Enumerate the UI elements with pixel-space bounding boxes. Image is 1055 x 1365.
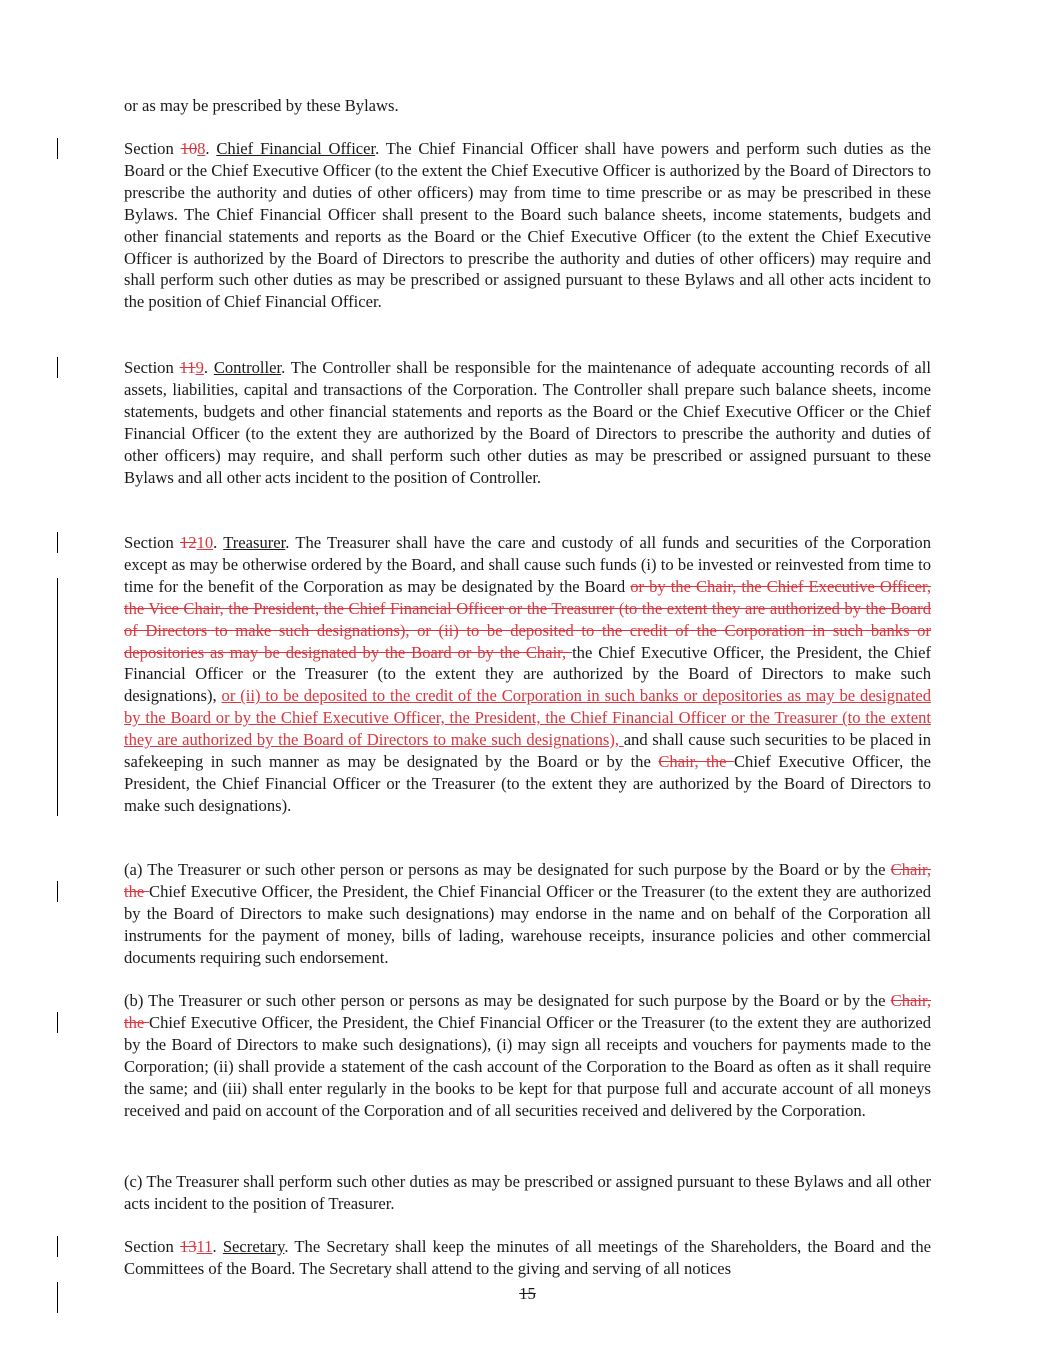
change-bar bbox=[57, 578, 58, 816]
section-heading: Secretary bbox=[222, 1237, 285, 1256]
section-number-deleted: 11 bbox=[179, 358, 196, 377]
deleted-text: or by the Chair, the Chief Executive Officer, the Vice Chair, the President, the Chief Financial Officer or the Treasurer (to the extent they are authorized by the Board of Directors to make such designations), or (ii) to be deposited to the credit of the Corporation in such banks or depositories as may be designated by the Board or by the Chair, bbox=[124, 576, 931, 662]
section-heading: Controller bbox=[213, 358, 282, 377]
section-heading: Treasurer bbox=[223, 533, 286, 552]
section-number-inserted: 10 bbox=[196, 533, 214, 552]
paragraph-c: (c) The Treasurer shall perform such other duties as may be prescribed or assigned pursuant to these Bylaws and all other acts incident to the position of Treasurer. bbox=[124, 1172, 931, 1213]
section-controller: Section 119. Controller. The Controller shall be responsible for the maintenance of adequate accounting records of all assets, liabilities, capital and transactions of the Corporation. The Controller shall prepare such balance sheets, income statements, budgets and other financial statements and reports as the Board or the Chief Executive Officer or the Chief Financial Officer (to the extent they are authorized by the Board of Directors to prescribe the authority and duties of other officers) may require, and shall perform such other duties as may be prescribed or assigned pursuant to these Bylaws and all other acts incident to the position of Controller. bbox=[124, 358, 932, 487]
paragraph-a: (a) The Treasurer or such other person or persons as may be designated for such purpose by the Board or by the Chair, the Chief Executive Officer, the President, the Chief Financial Officer or the Treasurer (to the extent they are authorized by the Board of Directors to make such designations) may endorse in the name and on behalf of the Corporation all instruments for the payment of money, bills of lading, warehouse receipts, insurance policies and other commercial documents requiring such endorsement. bbox=[124, 860, 931, 967]
change-bar bbox=[57, 881, 58, 902]
page-number: 15 bbox=[519, 1284, 536, 1303]
change-bar bbox=[57, 138, 58, 159]
paragraph-b: (b) The Treasurer or such other person or persons as may be designated for such purpose by the Board or by the Chair, the Chief Executive Officer, the President, the Chief Financial Officer or the Treasurer (to the extent they are authorized by the Board of Directors to make such designations), (i) may sign all receipts and vouchers for payments made to the Corporation; (ii) shall provide a statement of the cash account of the Corporation to the Board as often as it shall require the same; and (iii) shall enter regularly in the books to be kept for that purpose full and accurate account of all moneys received and paid on account of the Corporation and of all securities received and delivered by the Corporation. bbox=[124, 991, 931, 1120]
deleted-text: Chair, the bbox=[124, 860, 931, 901]
section-secretary: Section 1311. Secretary. The Secretary shall keep the minutes of all meetings of the Shareholders, the Board and the Committees of the Board. The Secretary shall attend to the giving and serving of all notices bbox=[124, 1237, 931, 1278]
section-number-inserted: 11 bbox=[196, 1237, 213, 1256]
section-number-deleted: 13 bbox=[179, 1237, 197, 1256]
inserted-text: or (ii) to be deposited to the credit of the Corporation in such banks or depositories as may be designated by the Board or by the Chief Executive Officer, the President, the Chief Financial Officer or the Treasurer (to the extent they are authorized by the Board of Directors to make such designations), bbox=[124, 686, 931, 750]
section-number-deleted: 12 bbox=[179, 533, 197, 552]
section-chief-financial-officer: Section 108. Chief Financial Officer. The Chief Financial Officer shall have powers and perform such duties as the Board or the Chief Executive Officer (to the extent the Chief Executive Officer is authorized by the Board of Directors to prescribe the authority and duties of other officers) may from time to time prescribe or as may be prescribed in these Bylaws. The Chief Financial Officer shall present to the Board such balance sheets, income statements, budgets and other financial statements and reports as the Board or the Chief Executive Officer (to the extent the Chief Executive Officer is authorized by the Board of Directors to prescribe the authority and duties of other officers) may require and shall perform such other duties as may be prescribed or assigned pursuant to these Bylaws and all other acts incident to the position of Chief Financial Officer. bbox=[124, 139, 931, 312]
deleted-text: Chair, the bbox=[124, 991, 931, 1032]
section-heading: Chief Financial Officer bbox=[216, 139, 376, 158]
section-treasurer: Section 1210. Treasurer. The Treasurer shall have the care and custody of all funds and securities of the Corporation except as may be otherwise ordered by the Board, and shall cause such funds (i) to be invested or reinvested from time to time for the benefit of the Corporation as may be designated by the Board or by the Chair, the Chief Executive Officer, the Vice Chair, the President, the Chief Financial Officer or the Treasurer (to the extent they are authorized by the Board of Directors to make such designations), or (ii) to be deposited to the credit of the Corporation in such banks or depositories as may be designated by the Board or by the Chair, the Chief Executive Officer, the President, the Chief Financial Officer or the Treasurer (to the extent they are authorized by the Board of Directors to make such designations), or (ii) to be deposited to the credit of the Corporation in such banks or depositories as may be designated by the Board or by the Chief Executive Officer, the President, the Chief Financial Officer or the Treasurer (to the extent they are authorized by the Board of Directors to make such designations), and shall cause such securities to be placed in safekeeping in such manner as may be designated by the Board or by the Chair, the Chief Executive Officer, the President, the Chief Financial Officer or the Treasurer (to the extent they are authorized by the Board of Directors to make such designations). bbox=[124, 533, 932, 815]
change-bar bbox=[57, 532, 58, 553]
section-number-deleted: 10 bbox=[180, 139, 198, 158]
change-bar bbox=[57, 357, 58, 378]
deleted-text: Chair, the bbox=[658, 752, 734, 772]
change-bar bbox=[57, 1012, 58, 1033]
section-number-inserted: 9 bbox=[195, 358, 204, 377]
paragraph-intro: or as may be prescribed by these Bylaws. bbox=[124, 96, 399, 115]
section-number-inserted: 8 bbox=[197, 139, 206, 158]
change-bar bbox=[57, 1236, 58, 1257]
